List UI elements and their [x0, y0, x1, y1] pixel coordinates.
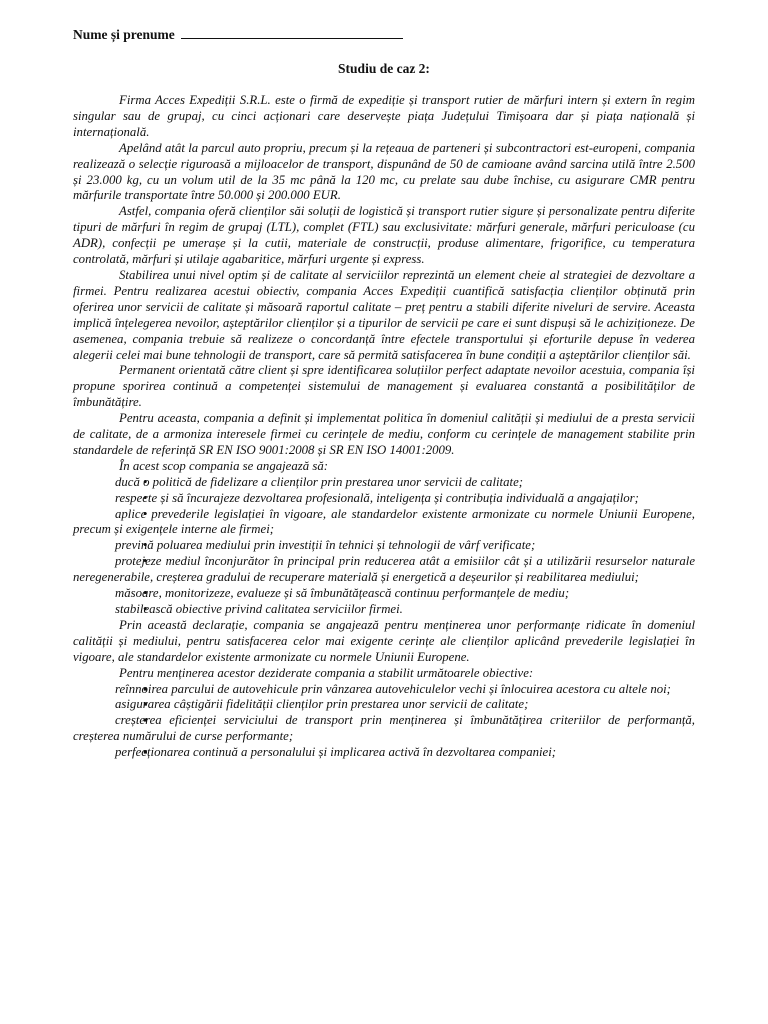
paragraph: În acest scop compania se angajează să:: [119, 458, 328, 473]
list-item: respecte și să încurajeze dezvoltarea profesională, inteligența și contribuția individuală a angajaților;: [115, 490, 639, 505]
list-item: perfecționarea continuă a personalului și implicarea activă în dezvoltarea companiei;: [115, 745, 557, 760]
document-body: [73, 93, 695, 761]
list-item: creșterea eficienței serviciului de transport prin menținerea și îmbunătățirea criteriilor de performanță, creșterea numărului de curse performante;: [73, 713, 695, 744]
list-item: măsoare, monitorizeze, evalueze și să îmbunătățească continuu performanțele de mediu;: [115, 586, 570, 601]
list-item: asigurarea câștigării fidelității clienților prin prestarea unor servicii de calitate;: [115, 697, 529, 712]
document-page: [73, 26, 695, 761]
list-item: stabilească obiective privind calitatea serviciilor firmei.: [115, 602, 403, 616]
paragraph: Firma Acces Expediții S.R.L. este o firmă de expediție și transport rutier de mărfuri intern și extern în regim singular sau de grupaj, cu cinci acționari care deservește piața Județului Timișoara dar și piața națională și internațională.: [73, 93, 695, 139]
name-label: Nume și prenume: [73, 27, 175, 42]
name-field-row: [73, 26, 695, 43]
paragraph: Prin această declarație, compania se angajează pentru menținerea unor performanțe ridicate în domeniul calității și mediului, pentru satisfacerea celor mai exigente cerințe ale clienților aplicând prevederile legislației în vigoare, ale standardelor existente armonizate cu normele Uniunii Europene.: [73, 617, 695, 664]
list-item: reînnoirea parcului de autovehicule prin vânzarea autovehiculelor vechi și înlocuirea acestora cu altele noi;: [115, 681, 671, 696]
page-title: Studiu de caz 2:: [338, 61, 430, 76]
list-item: prevină poluarea mediului prin investiții în tehnici și tehnologii de vârf verificate;: [115, 538, 536, 553]
paragraph: Pentru aceasta, compania a definit și implementat politica în domeniul calității și mediului de a presta servicii de calitate, de a armoniza interesele firmei cu cerințele de mediu, conform cu cerințele de management stabilite prin standardele de referință SR EN ISO 9001:2008 și SR EN ISO 14001:2009.: [73, 411, 695, 457]
paragraph: Stabilirea unui nivel optim și de calitate al serviciilor reprezintă un element cheie al strategiei de dezvoltare a firmei. Pentru realizarea acestui obiectiv, compania Acces Expediții cuantifică satisfacția clienților obținută prin oferirea unor servicii de calitate și măsoară raportul calitate – preț pentru a stabili diferite niveluri de servire. Aceasta implică înțelegerea nevoilor, așteptărilor clienților și a tipurilor de servicii pe care ei sunt dispuși să le achiziționeze. De asemenea, compania trebuie să realizeze o concordanță între efectele transportului și eforturile depuse în vederea alegerii celei mai bune tehnologii de transport, care să permită satisfacerea în bune condiții a așteptărilor clienților săi.: [73, 267, 695, 362]
name-input-line[interactable]: [181, 26, 403, 39]
paragraph: Pentru menținerea acestor deziderate compania a stabilit următoarele obiective:: [119, 665, 534, 680]
paragraph: Apelând atât la parcul auto propriu, precum și la rețeaua de parteneri și subcontractori est-europeni, compania realizează o selecție riguroasă a mijloacelor de transport, dispunând de 50 de camioane având sarcina utilă între 2.500 și 23.000 kg, cu un volum util de la 35 mc până la 120 mc, cu prelate sau dube închise, cu asigurare CMR pentru mărfurile transportate între 50.000 și 200.000 EUR.: [73, 140, 695, 203]
paragraph: Permanent orientată către client și spre identificarea soluțiilor perfect adaptate nevoilor acestuia, compania își propune sporirea continuă a competenței sistemului de management și evaluarea constantă a posibilităților de îmbunătățire.: [73, 363, 695, 410]
list-item: protejeze mediul înconjurător în principal prin reducerea atât a emisiilor cât și a utilizării resurselor naturale neregenerabile, creșterea gradului de recuperare materială și energetică a deșeurilor și reabilitarea mediului;: [73, 554, 695, 585]
list-item: ducă o politică de fidelizare a clienților prin prestarea unor servicii de calitate;: [115, 474, 524, 489]
list-item: aplice prevederile legislației în vigoare, ale standardelor existente armonizate cu normele Uniunii Europene, precum și exigențele interne ale firmei;: [73, 506, 695, 537]
objectives-list: [73, 682, 695, 762]
paragraph: Astfel, compania oferă clienților săi soluții de logistică și transport rutier sigure și personalizate pentru diferite tipuri de mărfuri în regim de grupaj (LTL), complet (FTL) sau exclusivitate: mărfuri generale, mărfuri periculoase (cu ADR), confecții pe umerașe și la cutii, materiale de construcții, produse alimentare, frigorifice, cu temperatura controlată, mărfuri și utilaje agabaritice, mărfuri urgente și express.: [73, 204, 695, 267]
commitments-list: [73, 475, 695, 618]
